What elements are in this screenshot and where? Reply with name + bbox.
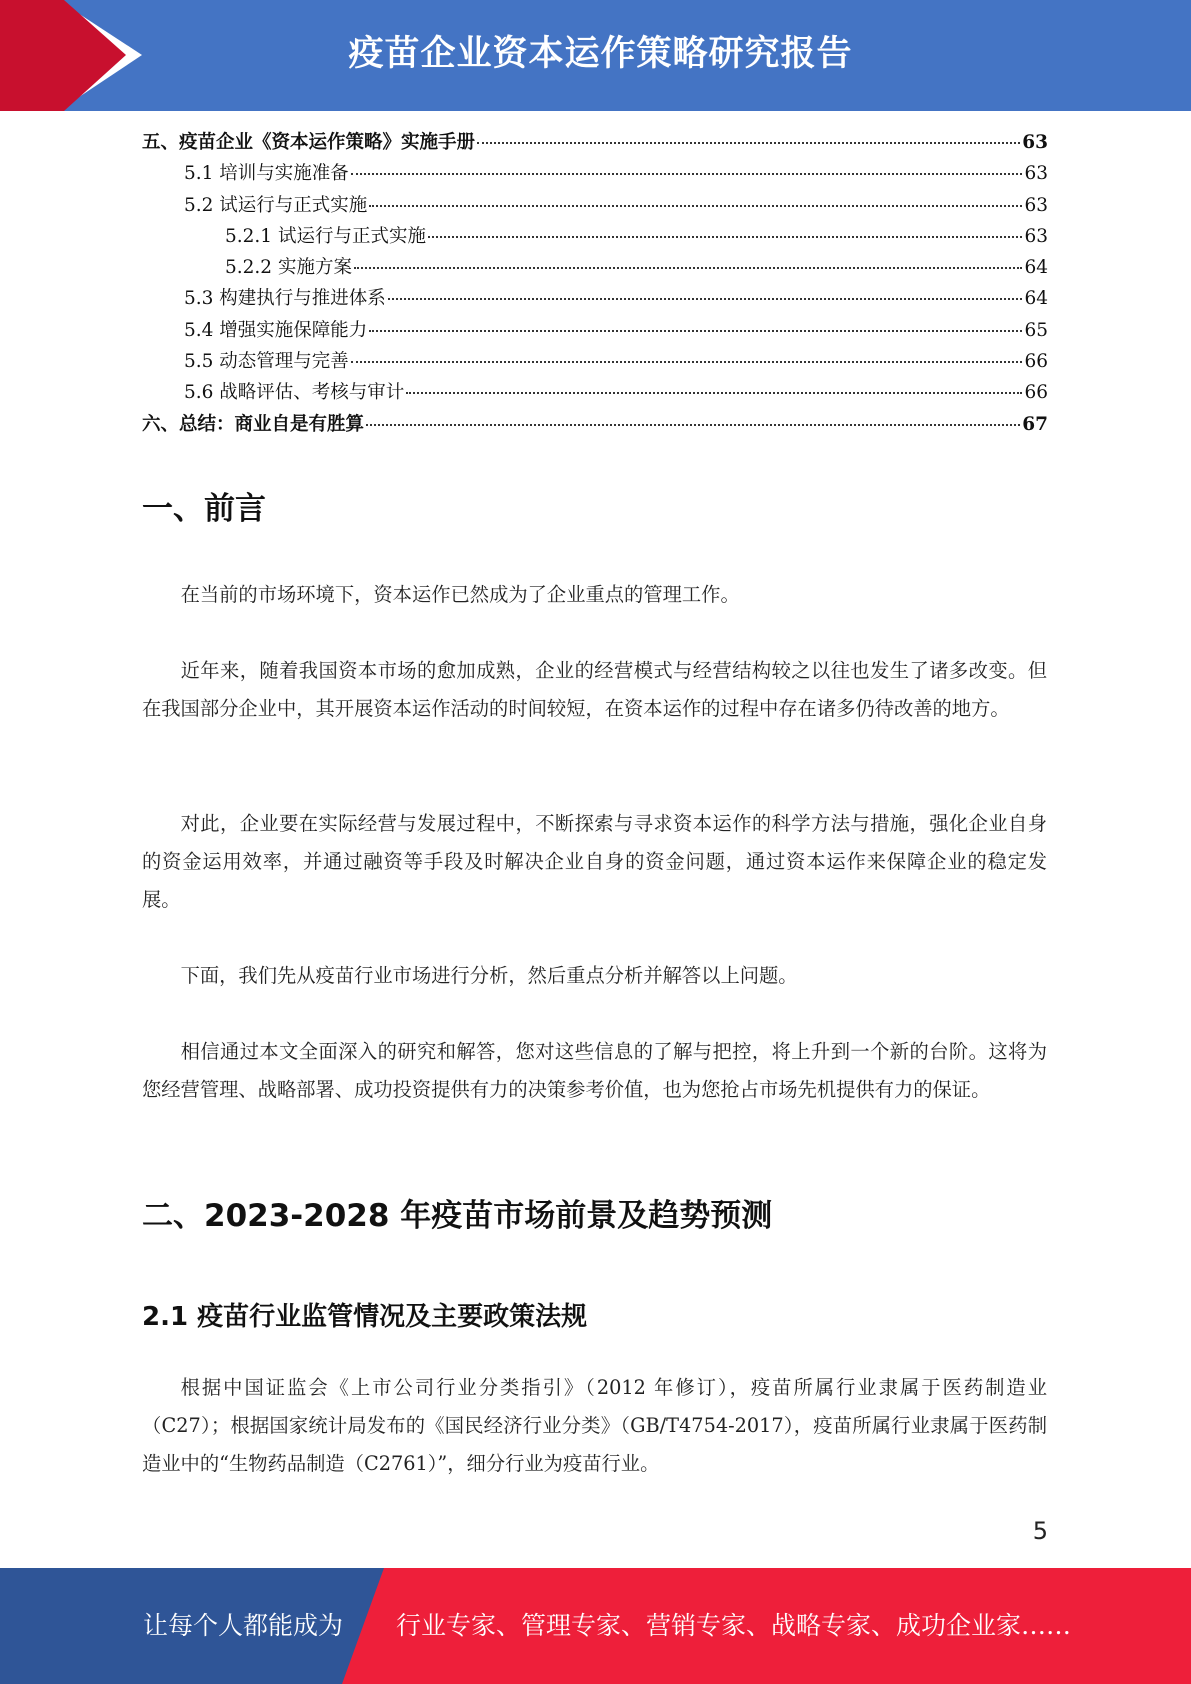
toc-entry-page: 64 [1024,288,1048,310]
section-heading-forecast: 二、2023-2028 年疫苗市场前景及趋势预测 [142,1198,773,1234]
toc-entry-label: 5.5 动态管理与完善 [184,351,349,373]
toc-dot-leader [428,236,1022,238]
page-number: 5 [1032,1517,1048,1545]
toc-entry[interactable] [142,284,1048,315]
section-heading-preface: 一、前言 [142,491,266,527]
toc-entry-label: 5.2 试运行与正式实施 [184,194,368,216]
toc-entry[interactable] [142,253,1048,284]
toc-dot-leader [351,361,1023,363]
toc-entry[interactable] [142,159,1048,190]
toc-entry-label: 六、总结：商业自是有胜算 [142,413,365,435]
toc-dot-leader [388,298,1023,300]
toc-entry-label: 五、疫苗企业《资本运作策略》实施手册 [142,132,476,153]
toc-dot-leader [369,205,1022,207]
toc-dot-leader [354,267,1023,269]
toc-entry-page: 63 [1022,132,1048,153]
table-of-contents [142,128,1048,441]
toc-entry-label: 5.2.1 试运行与正式实施 [225,225,426,247]
report-title: 疫苗企业资本运作策略研究报告 [348,34,853,74]
footer-banner [0,1568,1191,1684]
toc-entry[interactable] [142,222,1048,253]
toc-entry[interactable] [142,316,1048,347]
paragraph: 近年来，随着我国资本市场的愈加成熟，企业的经营模式与经营结构较之以往也发生了诸多改变。但在我国部分企业中，其开展资本运作活动的时间较短，在资本运作的过程中存在诸多仍待改善的地方。 [142,659,1047,720]
paragraph: 根据中国证监会《上市公司行业分类指引》（2012 年修订），疫苗所属行业隶属于医药制造业（C27）；根据国家统计局发布的《国民经济行业分类》（GB/T4754-2017），疫苗所属行业隶属于医药制造业中的“生物药品制造（C2761）”，细分行业为疫苗行业。 [142,1376,1047,1475]
toc-entry-page: 63 [1024,194,1048,216]
footer-slogan-right: 行业专家、管理专家、营销专家、战略专家、成功企业家…… [396,1611,1072,1640]
toc-entry-label: 5.2.2 实施方案 [225,257,352,279]
paragraph: 对此，企业要在实际经营与发展过程中，不断探索与寻求资本运作的科学方法与措施，强化企业自身的资金运用效率，并通过融资等手段及时解决企业自身的资金问题，通过资本运作来保障企业的稳定发展。 [142,812,1047,911]
toc-entry-page: 64 [1024,257,1048,279]
toc-entry-label: 5.1 培训与实施准备 [184,163,349,185]
toc-entry-page: 63 [1024,163,1048,185]
toc-dot-leader [351,173,1023,175]
paragraph: 下面，我们先从疫苗行业市场进行分析，然后重点分析并解答以上问题。 [180,964,798,987]
toc-entry[interactable] [142,410,1048,441]
toc-dot-leader [366,424,1020,426]
footer-slogan-left: 让每个人都能成为 [143,1611,344,1640]
subsection-heading: 2.1 疫苗行业监管情况及主要政策法规 [142,1302,588,1332]
toc-entry[interactable] [142,378,1048,409]
toc-entry-page: 63 [1024,225,1048,247]
toc-entry-label: 5.6 战略评估、考核与审计 [184,382,405,404]
header-banner [0,0,1191,111]
paragraph: 在当前的市场环境下，资本运作已然成为了企业重点的管理工作。 [180,583,740,606]
toc-dot-leader [369,330,1022,332]
toc-dot-leader [477,142,1020,144]
paragraph: 相信通过本文全面深入的研究和解答，您对这些信息的了解与把控，将上升到一个新的台阶。这将为您经营管理、战略部署、成功投资提供有力的决策参考价值，也为您抢占市场先机提供有力的保证。 [142,1040,1047,1101]
toc-entry-page: 66 [1024,351,1048,373]
toc-dot-leader [406,392,1022,394]
toc-entry[interactable] [142,128,1048,159]
toc-entry[interactable] [142,191,1048,222]
toc-entry[interactable] [142,347,1048,378]
toc-entry-page: 65 [1024,319,1048,341]
toc-entry-page: 66 [1024,382,1048,404]
toc-entry-label: 5.4 增强实施保障能力 [184,319,368,341]
toc-entry-page: 67 [1022,413,1048,435]
toc-entry-label: 5.3 构建执行与推进体系 [184,288,386,310]
